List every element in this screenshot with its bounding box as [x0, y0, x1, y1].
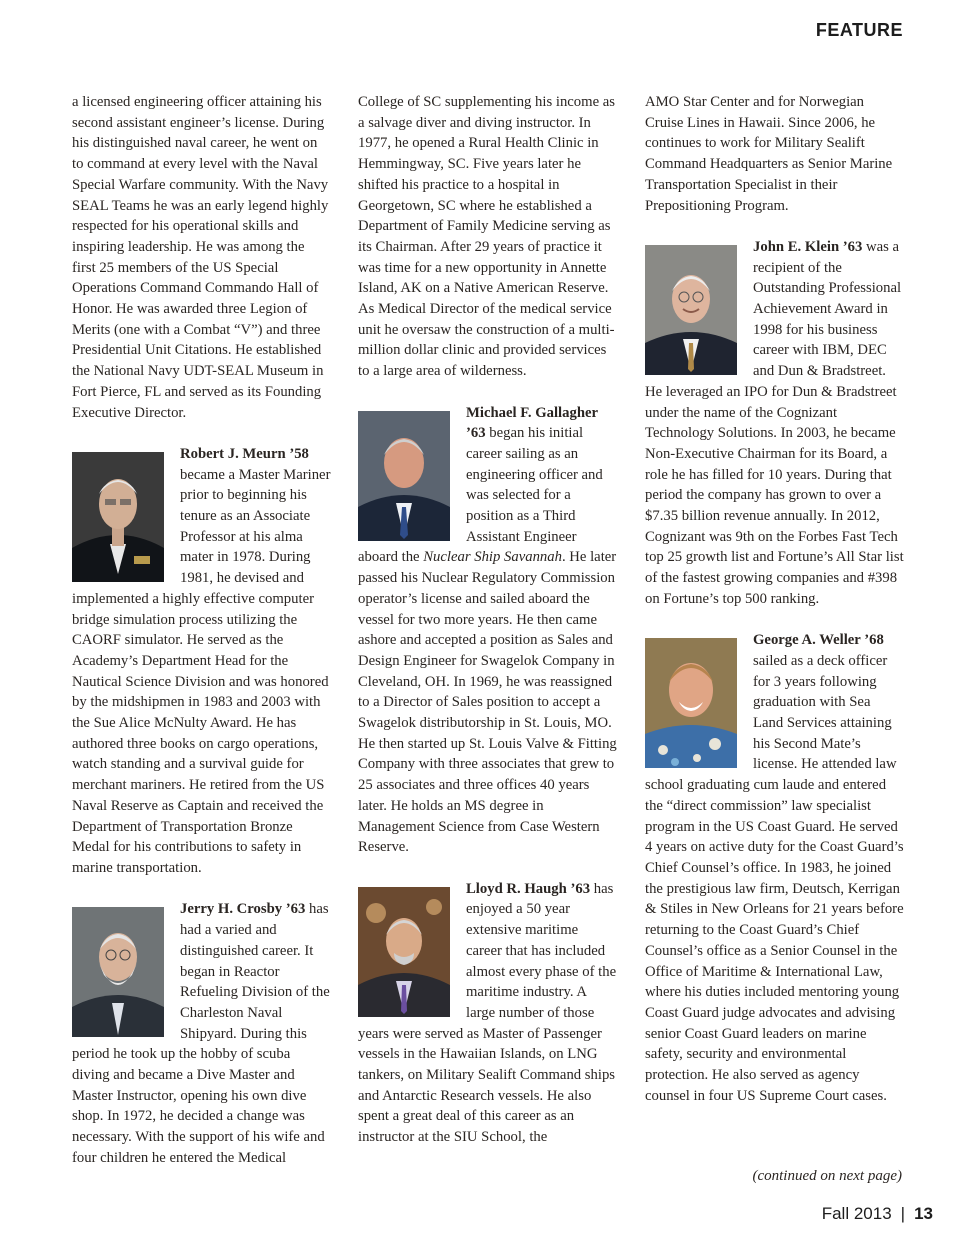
portrait-photo — [358, 411, 450, 541]
bio-text: was a recipient of the Outstanding Professional Achievement Award in 1998 for his business career with IBM, DEC and Dun & Bradstreet. He leveraged an IPO for Dun & Bradstreet under the name of the Cognizant Technology Solutions. In 2003, he became Non-Executive Chairman for its Board, a role he has filled for 10 years. During that period the company has grown to over a $7.35 billion revenue annually. In 2012, Cognizant was 9th on the Forbes Fast Tech top 25 growth list and Fortune’s All Star list of the fastest growing companies and #398 on Fortune’s top 500 ranking. — [645, 238, 904, 607]
footer-separator: | — [900, 1204, 906, 1223]
portrait-photo — [72, 907, 164, 1037]
bio-text: . He later passed his Nuclear Regulatory Commission operator’s license and sailed aboard the vessel for two more years. He then came ashore and accepted a position as Sales and Design Engineer for Swagelok Company in Cleveland, OH. In 1969, he was reassigned to a Director of Sales position to accept a Swagelok distributorship in St. Louis, MO. He then started up St. Louis Valve & Fitting Company with three associates that grew to 25 associates and three offices 40 years later. He holds an MS degree in Management Science from Case Western Reserve. — [358, 549, 617, 856]
portrait-photo — [358, 887, 450, 1017]
bio-text: became a Master Mariner prior to beginning his tenure as an Associate Professor at his alma mater in 1978. During 1981, he devised and implemented a highly effective computer bridge simulation process utilizing the CAORF simulator. He served as the Academy’s Department Head for the Nautical Science Division and was honored by the midshipmen in 1983 and 2003 with the Sue Alice McNulty Award. He has authored three books on cargo operations, watch standing and a survival guide for merchant mariners. He retired from the US Naval Reserve as Captain and received the Department of Transportation Bronze Medal for his contributions to safety in marine transportation. — [72, 466, 331, 876]
portrait-photo — [645, 245, 737, 375]
bio-name: Robert J. Meurn ’58 — [180, 445, 309, 462]
bio-text: has enjoyed a 50 year extensive maritime career that has included almost every phase of the maritime industry. A large number of those years were served as Master of Passenger vessels in the Hawaiian Islands, on LNG tankers, on Military Sealift Command ships and Antarctic Research vessels. He also spent a great deal of this career as an instructor at the SIU School, the — [358, 880, 617, 1146]
column-1 — [72, 92, 331, 1169]
continued-bio-text: a licensed engineering officer attaining his second assistant engineer’s license. During his distinguished naval career, he went on to command at every level with the Naval Special Warfare community. With the Navy SEAL Teams he was an early legend highly respected for his operational skills and inspiring leadership. He was among the first 25 members of the US Special Operations Command Commando Hall of Honor. He was awarded three Legion of Merits (one with a Combat “V”) and three Presidential Unit Citations. He established the National Navy UDT-SEAL Museum in Fort Pierce, FL and served as its Founding Executive Director. — [72, 94, 329, 421]
bio-name: George A. Weller ’68 — [753, 632, 884, 649]
continued-bio-text: College of SC supplementing his income as a salvage diver and diving instructor. In 1977, he opened a Rural Health Clinic in Hemmingway, SC. Five years later he shifted his practice to a hospital in Georgetown, SC where he established a Department of Family Medicine serving as its Chairman. After 29 years of practice it was time for a new opportunity in Annette Island, AK on a Native American Reserve. As Medical Director of the medical service unit he oversaw the construction of a multi-million dollar clinic and provided services to a large area of wilderness. — [358, 94, 616, 380]
bio-text: has had a varied and distinguished career. It began in Reactor Refueling Division of the Charleston Naval Shipyard. During this period he took up the hobby of scuba diving and became a Dive Master and Master Instructor, opening his own dive shop. In 1972, he decided a change was necessary. With the support of his wife and four children he entered the Medical — [72, 901, 330, 1166]
bio-crosby — [72, 899, 331, 1168]
bio-weller — [645, 630, 904, 1106]
continued-note: (continued on next page) — [752, 1168, 902, 1184]
bio-haugh — [358, 879, 617, 1148]
ship-name: Nuclear Ship Savannah — [423, 549, 562, 566]
bio-meurn — [72, 444, 331, 879]
continued-bio-text: AMO Star Center and for Norwegian Cruise Lines in Hawaii. Since 2006, he continues to work for Military Sealift Command Headquarters as Senior Marine Transportation Specialist in their Prepositioning Program. — [645, 94, 893, 214]
bio-text: began his initial career sailing as an engineering officer and was selected for a position as a Third Assistant Engineer aboard the — [358, 425, 603, 566]
bio-name: Michael F. Gallagher ’63 — [466, 404, 598, 442]
bio-klein — [645, 237, 904, 610]
bio-name: Lloyd R. Haugh ’63 — [466, 880, 591, 897]
page-number: 13 — [914, 1204, 933, 1223]
portrait-photo — [72, 452, 164, 582]
portrait-photo — [645, 638, 737, 768]
column-3 — [645, 92, 904, 1106]
bio-gallagher — [358, 403, 617, 858]
bio-name: Jerry H. Crosby ’63 — [180, 901, 306, 918]
issue-label: Fall 2013 — [821, 1204, 892, 1223]
page-footer — [822, 1204, 933, 1224]
bio-name: John E. Klein ’63 — [753, 238, 863, 255]
column-2 — [358, 92, 617, 1148]
section-label: FEATURE — [815, 20, 903, 40]
bio-text: sailed as a deck officer for 3 years following graduation with Sea Land Services attaining his Second Mate’s license. He attended law school graduating cum laude and entered the “direct commission” law specialist program in the US Coast Guard. He served 4 years on active duty for the Coast Guard’s Chief Counsel’s office. In 1983, he joined the prestigious law firm, Deutsch, Kerrigan & Stiles in New Orleans for 21 years before returning to the Coast Guard’s Chief Counsel’s office as a Senior Counsel in the Office of Maritime & International Law, where his duties included mentoring young Coast Guard judge advocates and advising senior Coast Guard leaders on marine safety, security and environmental protection. He also served as agency counsel in four US Supreme Court cases. — [645, 652, 904, 1104]
